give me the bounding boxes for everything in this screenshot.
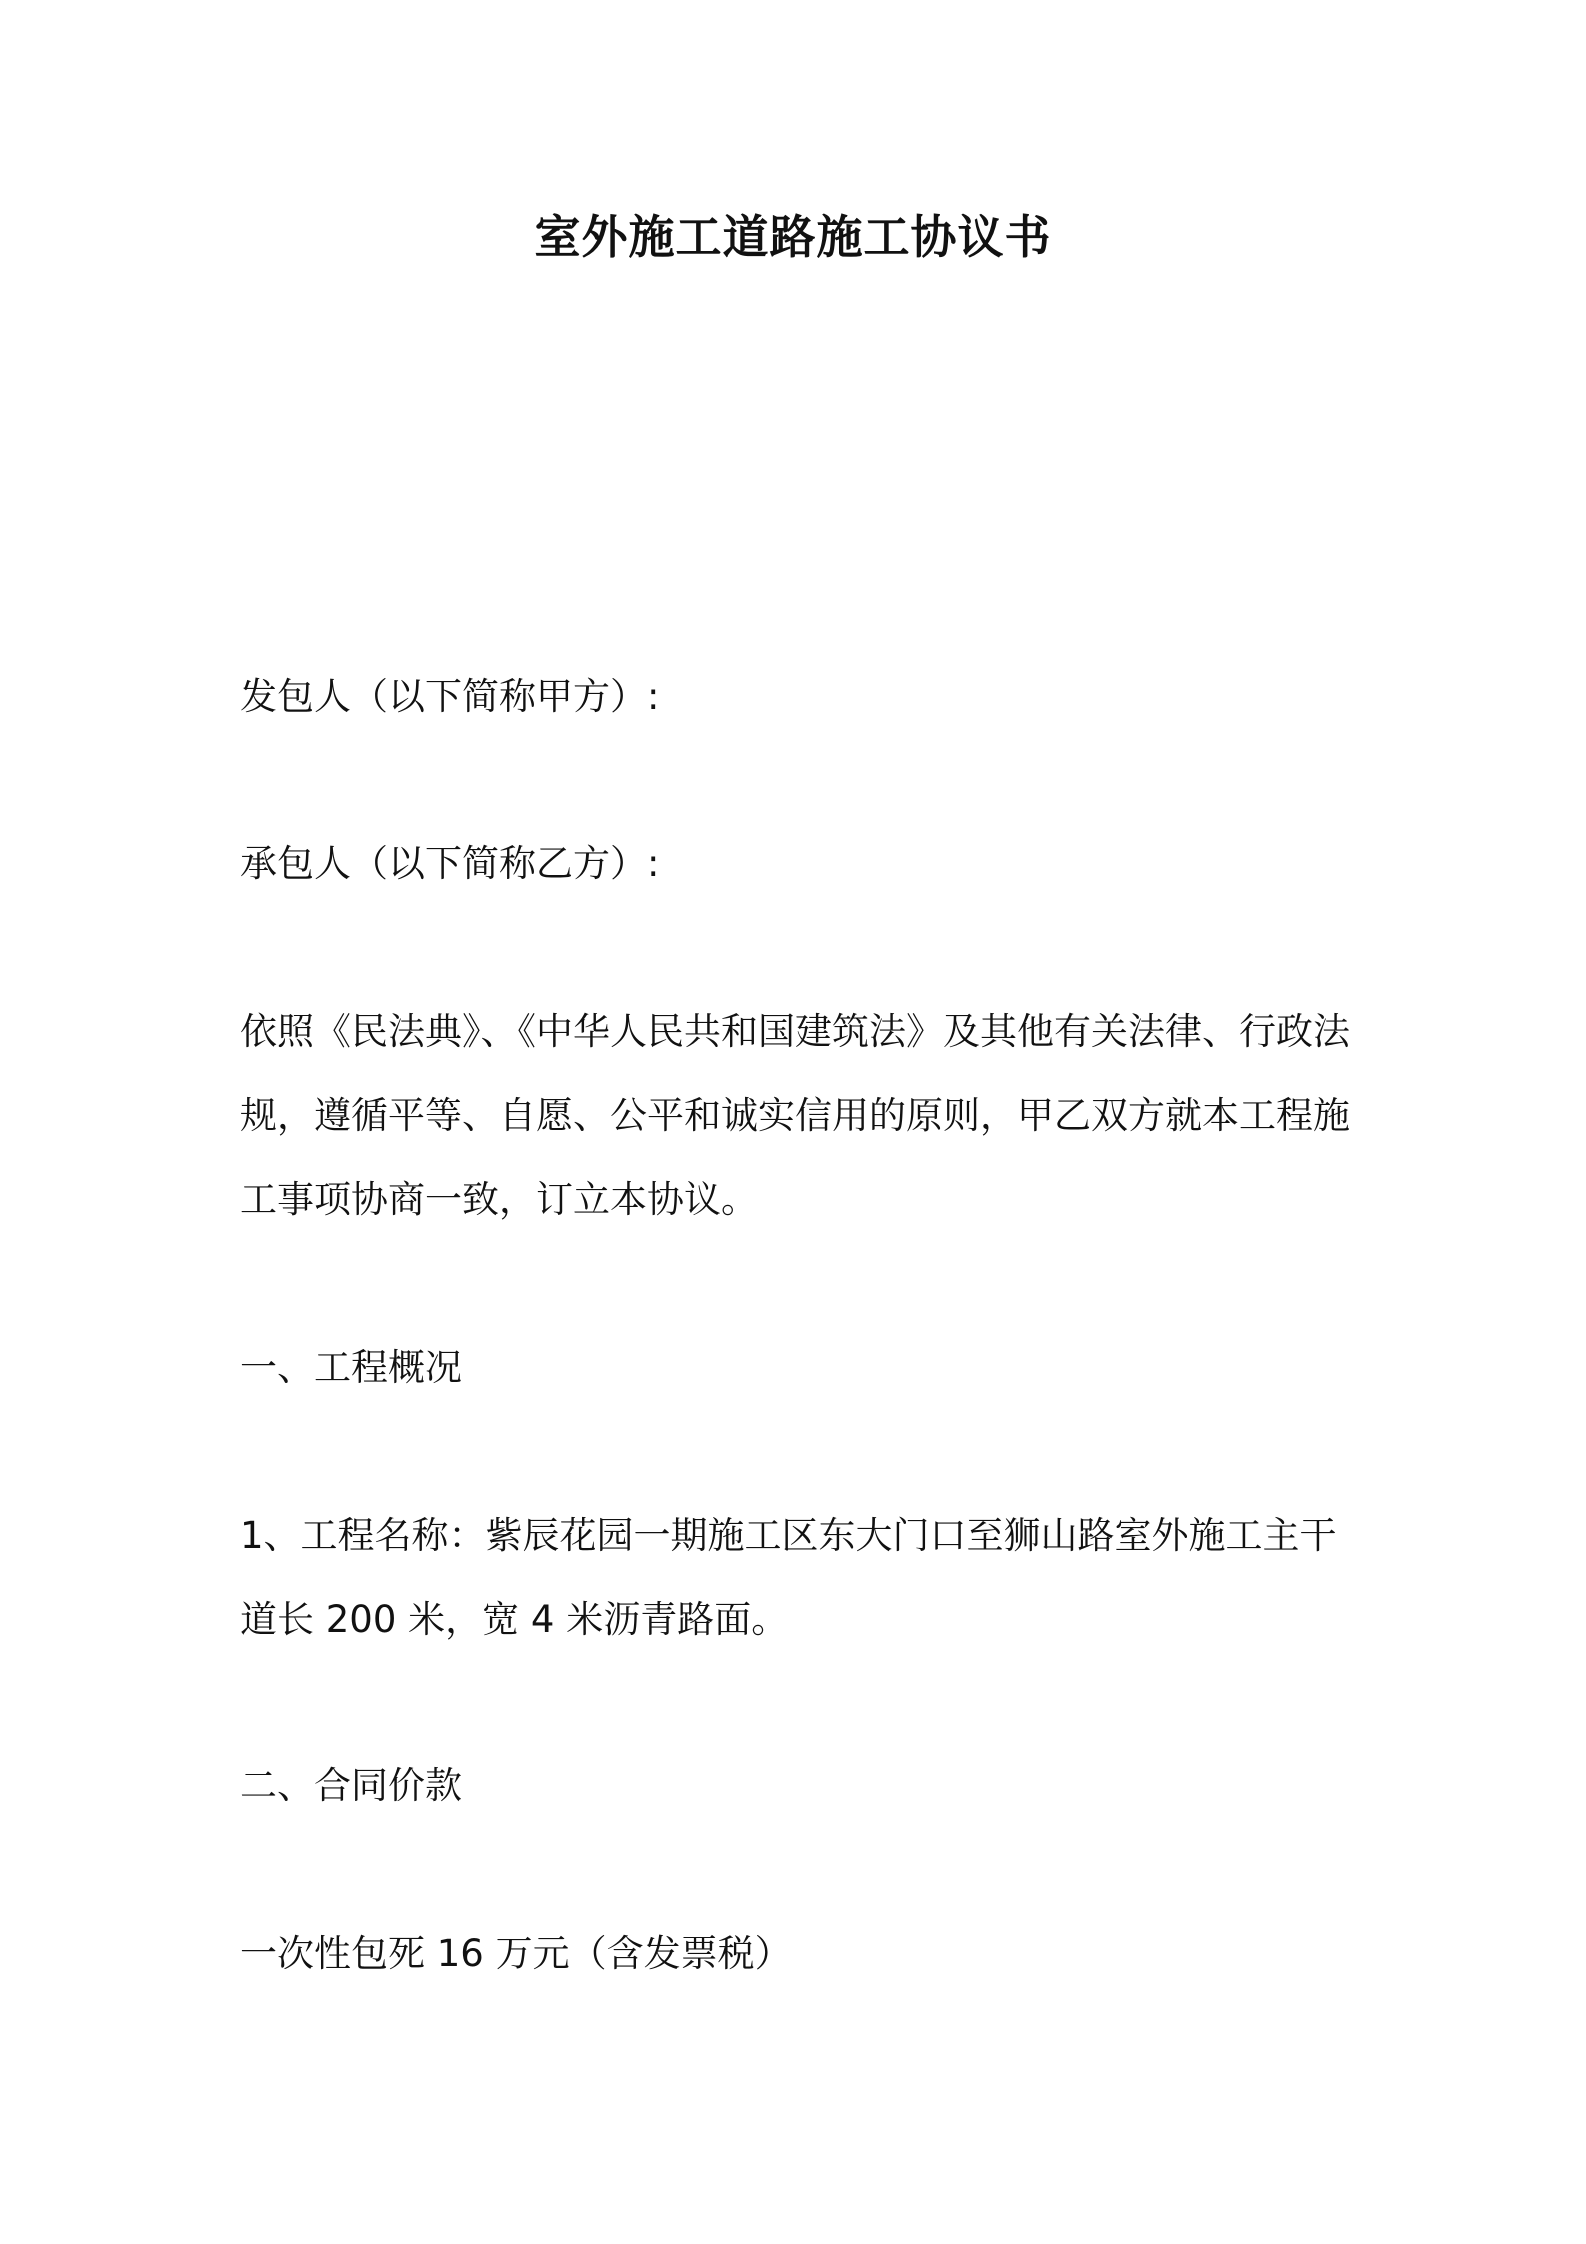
document-title: 室外施工道路施工协议书 bbox=[534, 210, 1052, 264]
contract-price-item: 一次性包死 16 万元（含发票税） bbox=[240, 1932, 792, 1975]
preamble-paragraph: 依照《民法典》、《中华人民共和国建筑法》及其他有关法律、行政法规，遵循平等、自愿、公平和诚实信用的原则，甲乙双方就本工程施工事项协商一致，订立本协议。 bbox=[240, 1010, 1350, 1221]
party-b-line: 承包人（以下简称乙方）: bbox=[240, 842, 660, 885]
section-heading-contract-price: 二、合同价款 bbox=[240, 1764, 462, 1807]
section-heading-overview: 一、工程概况 bbox=[240, 1346, 462, 1389]
party-a-line: 发包人（以下简称甲方）: bbox=[240, 675, 660, 718]
project-name-item: 1、工程名称：紫辰花园一期施工区东大门口至狮山路室外施工主干道长 200 米，宽 4 米沥青路面。 bbox=[240, 1514, 1337, 1641]
